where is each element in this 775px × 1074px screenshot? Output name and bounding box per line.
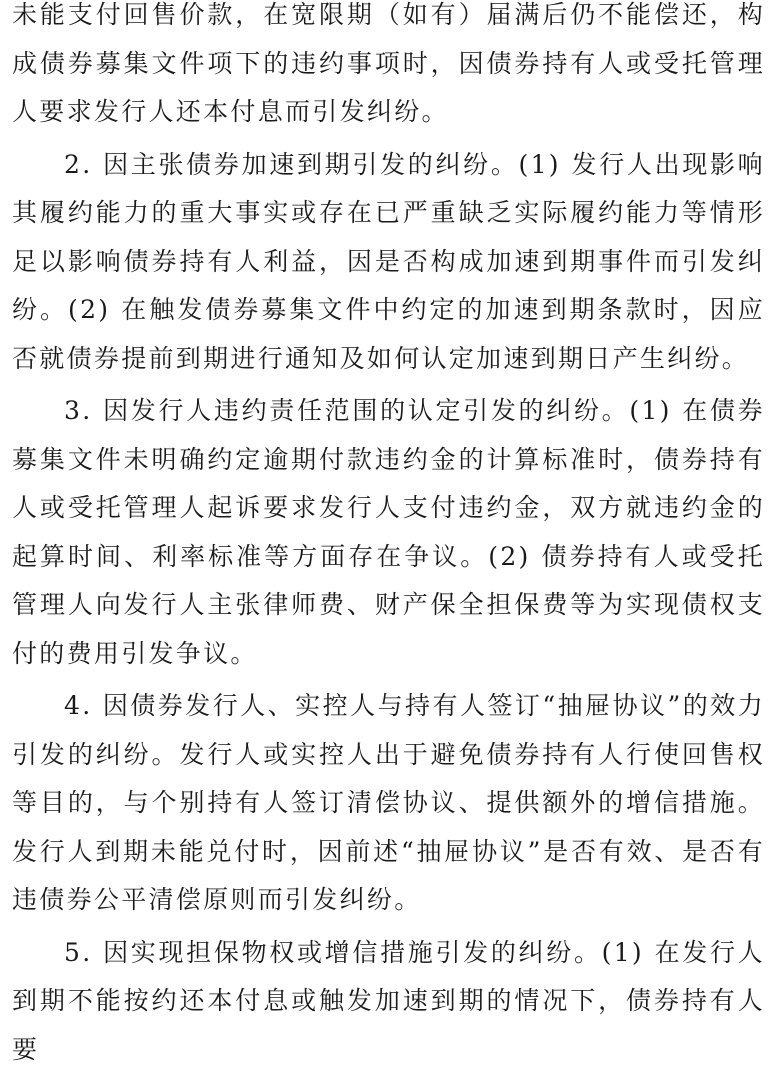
paragraph-item-5: 5. 因实现担保物权或增信措施引发的纠纷。(1) 在发行人到期不能按约还本付息或触发加速到期的情况下，债券持有人要 — [12, 929, 765, 1074]
paragraph-continuation: 未能支付回售价款，在宽限期（如有）届满后仍不能偿还，构成债券募集文件项下的违约事项时，因债券持有人或受托管理人要求发行人还本付息而引发纠纷。 — [12, 0, 765, 137]
paragraph-item-2: 2. 因主张债券加速到期引发的纠纷。(1) 发行人出现影响其履约能力的重大事实或存在已严重缺乏实际履约能力等情形足以影响债券持有人利益，因是否构成加速到期事件而引发纠纷。(2) 在触发债券募集文件中约定的加速到期条款时，因应否就债券提前到期进行通知及如何认定加速到期日产生纠纷。 — [12, 141, 765, 384]
paragraph-item-4: 4. 因债券发行人、实控人与持有人签订“抽屉协议”的效力引发的纠纷。发行人或实控人出于避免债券持有人行使回售权等目的，与个别持有人签订清偿协议、提供额外的增信措施。发行人到期未能兑付时，因前述“抽屉协议”是否有效、是否有违债券公平清偿原则而引发纠纷。 — [12, 682, 765, 925]
paragraph-item-3: 3. 因发行人违约责任范围的认定引发的纠纷。(1) 在债券募集文件未明确约定逾期付款违约金的计算标准时，债券持有人或受托管理人起诉要求发行人支付违约金，双方就违约金的起算时间、利率标准等方面存在争议。(2) 债券持有人或受托管理人向发行人主张律师费、财产保全担保费等为实现债权支付的费用引发争议。 — [12, 387, 765, 678]
